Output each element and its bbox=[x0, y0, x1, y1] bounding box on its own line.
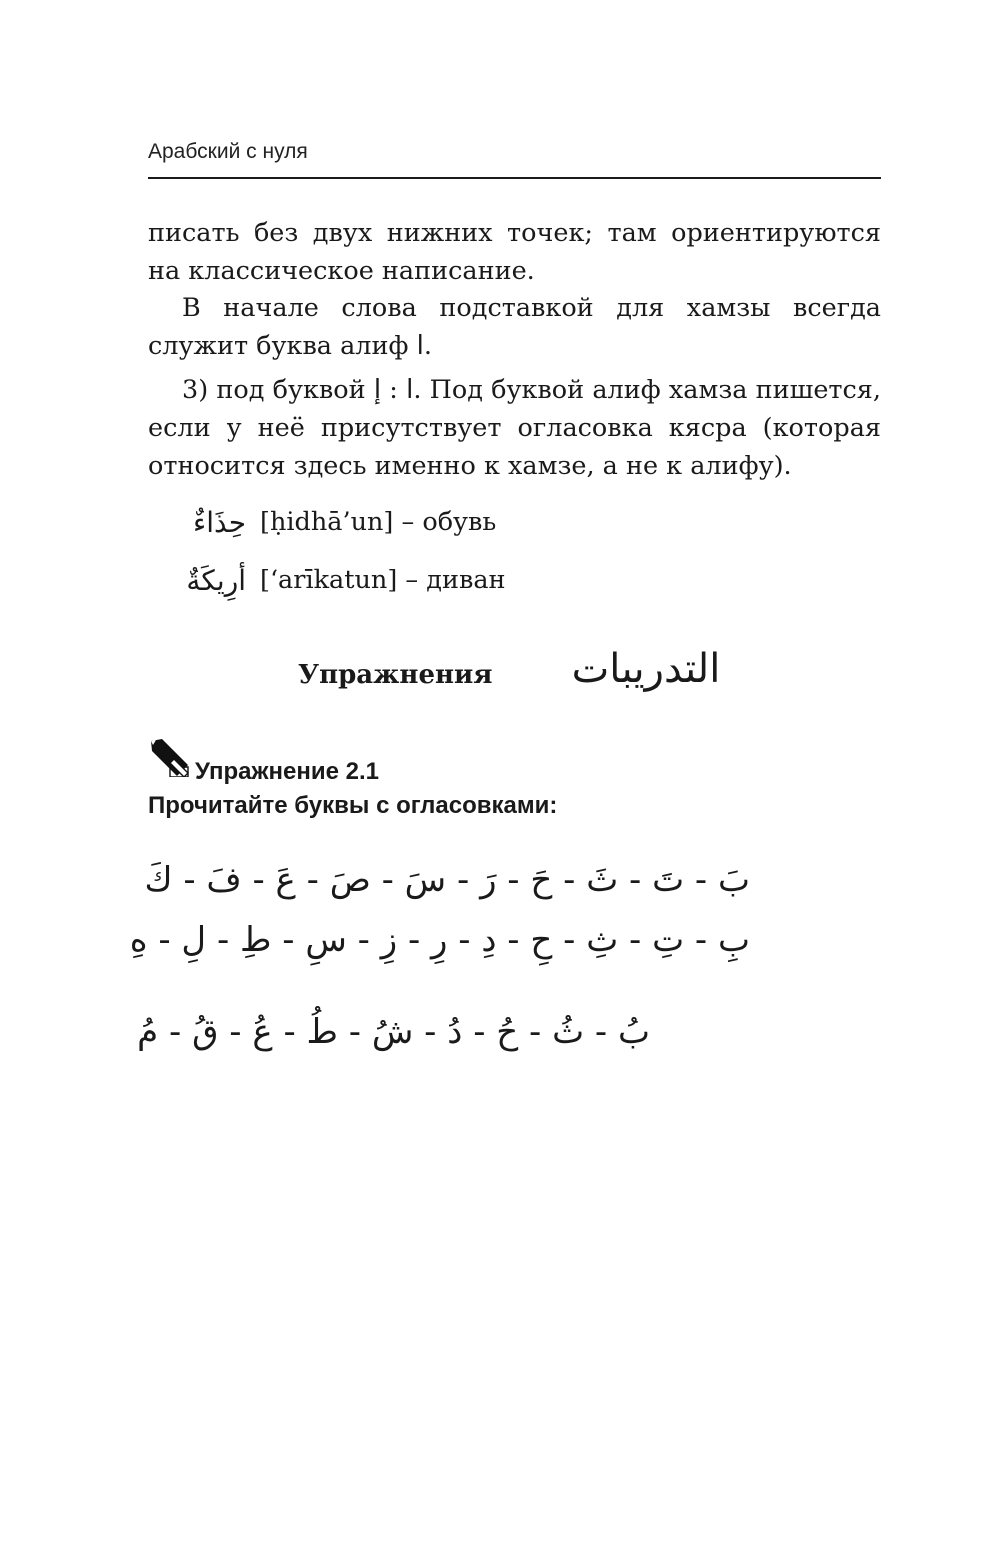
paragraph-3-rest: . Под буквой алиф хамза пишется, если у неё присутствует огласовка кясра (которая относится здесь именно к хамзе, а не к алифу). bbox=[148, 375, 882, 481]
paragraph-3 bbox=[148, 371, 881, 485]
example-arabic: حِذَاءٌ bbox=[193, 505, 246, 539]
header-rule bbox=[148, 177, 881, 179]
exercise-instruction: Прочитайте буквы с огласовками: bbox=[148, 792, 558, 819]
alif-letter: ا bbox=[416, 331, 424, 361]
letters-row-kasra: بِ - تِ - ثِ - حِ - دِ - رِ - زِ - سِ - طِ - لِ - هِ bbox=[129, 920, 750, 960]
example-translit: [ḥidhā’un] – обувь bbox=[260, 507, 497, 537]
paragraph-3-start: 3) под буквой bbox=[182, 375, 366, 405]
paragraph-2-end: . bbox=[423, 331, 432, 361]
paragraph-2 bbox=[148, 289, 881, 365]
letters-row-fatha: بَ - تَ - ثَ - حَ - رَ - سَ - صَ - عَ - فَ - كَ bbox=[144, 860, 750, 900]
paragraph-1: писать без двух нижних точек; там ориентируются на классическое написание. bbox=[148, 218, 881, 286]
alif-hamza-below-letter: إ bbox=[373, 375, 382, 405]
section-title-ar: التدريبات bbox=[571, 646, 721, 692]
example-word-2 bbox=[160, 558, 506, 602]
exercise-title: Упражнение 2.1 bbox=[195, 758, 380, 785]
example-word-1 bbox=[160, 500, 496, 544]
example-translit: [‘arīkatun] – диван bbox=[260, 565, 506, 595]
running-title: Арабский с нуля bbox=[148, 140, 308, 163]
paragraph-3-colon: : bbox=[381, 375, 407, 405]
section-title-ru: Упражнения bbox=[298, 660, 493, 690]
paragraph-2-text: В начале слова подставкой для хамзы всегда служит буква алиф bbox=[148, 293, 881, 361]
pencil-icon bbox=[148, 737, 192, 777]
alif-letter-2: ا bbox=[406, 375, 414, 405]
letters-row-damma: بُ - ثُ - حُ - دُ - شُ - طُ - عُ - قُ - مُ bbox=[137, 1012, 650, 1052]
example-arabic: أرِيكَةٌ bbox=[186, 563, 246, 597]
